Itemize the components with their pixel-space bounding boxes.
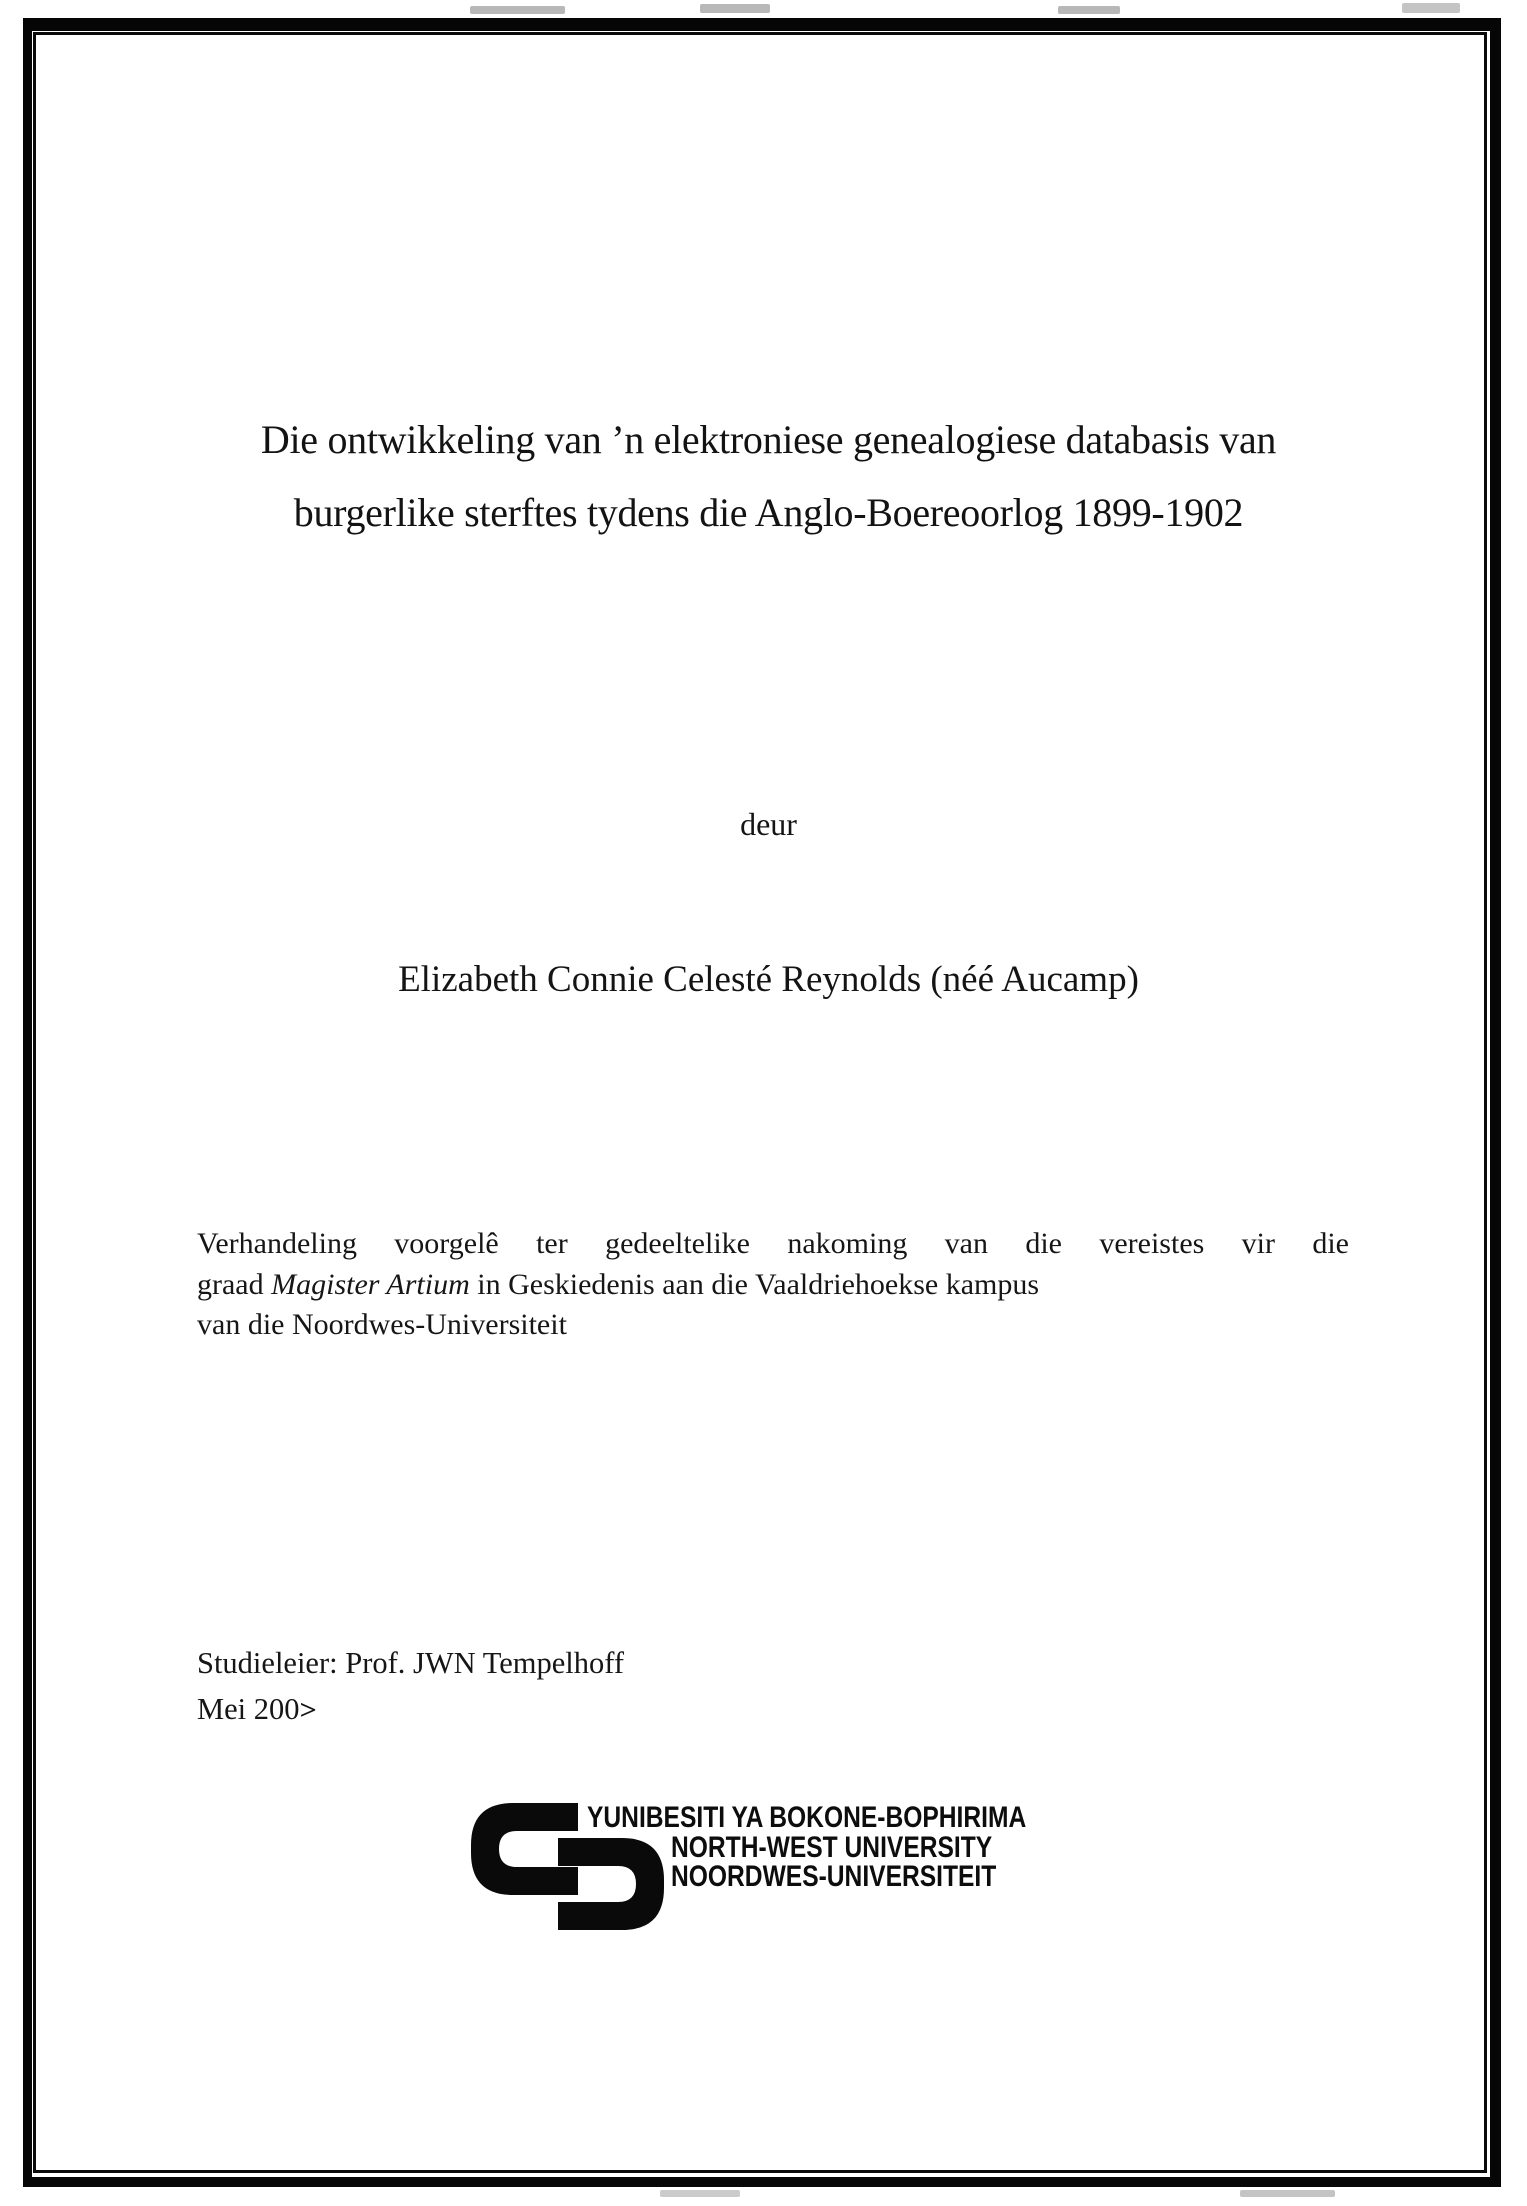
author-name: Elizabeth Connie Celesté Reynolds (néé Aucamp) xyxy=(398,959,1139,1000)
degree-statement-line3: van die Noordwes-Universiteit xyxy=(197,1308,567,1341)
date-last-digit-glyph: > xyxy=(299,1694,317,1725)
university-name xyxy=(587,1803,1123,1892)
university-logo-block xyxy=(466,1797,1106,1937)
scan-artifact xyxy=(1240,2190,1335,2197)
scan-artifact xyxy=(1058,6,1120,14)
date-line xyxy=(197,1687,624,1733)
degree-statement xyxy=(197,1224,1349,1346)
degree-statement-line1: Verhandeling voorgelê ter gedeeltelike nakoming van die vereistes vir die xyxy=(197,1227,1349,1260)
thesis-title-line1: Die ontwikkeling van ’n elektroniese genealogiese databasis van xyxy=(260,417,1277,462)
university-name-english: NORTH-WEST UNIVERSITY xyxy=(671,1830,993,1864)
supervisor-line: Studieleier: Prof. JWN Tempelhoff xyxy=(197,1646,625,1680)
degree-statement-line2 xyxy=(197,1265,1349,1306)
degree-statement-line2-pre: graad xyxy=(197,1267,272,1301)
scan-artifact xyxy=(700,4,770,13)
byline-preposition: deur xyxy=(740,806,797,842)
thesis-title xyxy=(130,403,1407,549)
scan-artifact xyxy=(470,6,565,14)
scan-artifact xyxy=(1402,3,1460,13)
date-prefix: Mei 200 xyxy=(197,1691,300,1726)
supervisor-block xyxy=(197,1641,624,1732)
university-name-setswana: YUNIBESITI YA BOKONE-BOPHIRIMA xyxy=(587,1801,1027,1834)
degree-name-italic: Magister Artium xyxy=(271,1267,470,1301)
scan-artifact xyxy=(660,2190,740,2197)
thesis-title-line2: burgerlike sterftes tydens die Anglo-Boereoorlog 1899-1902 xyxy=(293,490,1244,535)
degree-statement-line2-post: in Geskiedenis aan die Vaaldriehoekse kampus xyxy=(469,1267,1040,1301)
university-name-afrikaans: NOORDWES-UNIVERSITEIT xyxy=(671,1860,997,1893)
